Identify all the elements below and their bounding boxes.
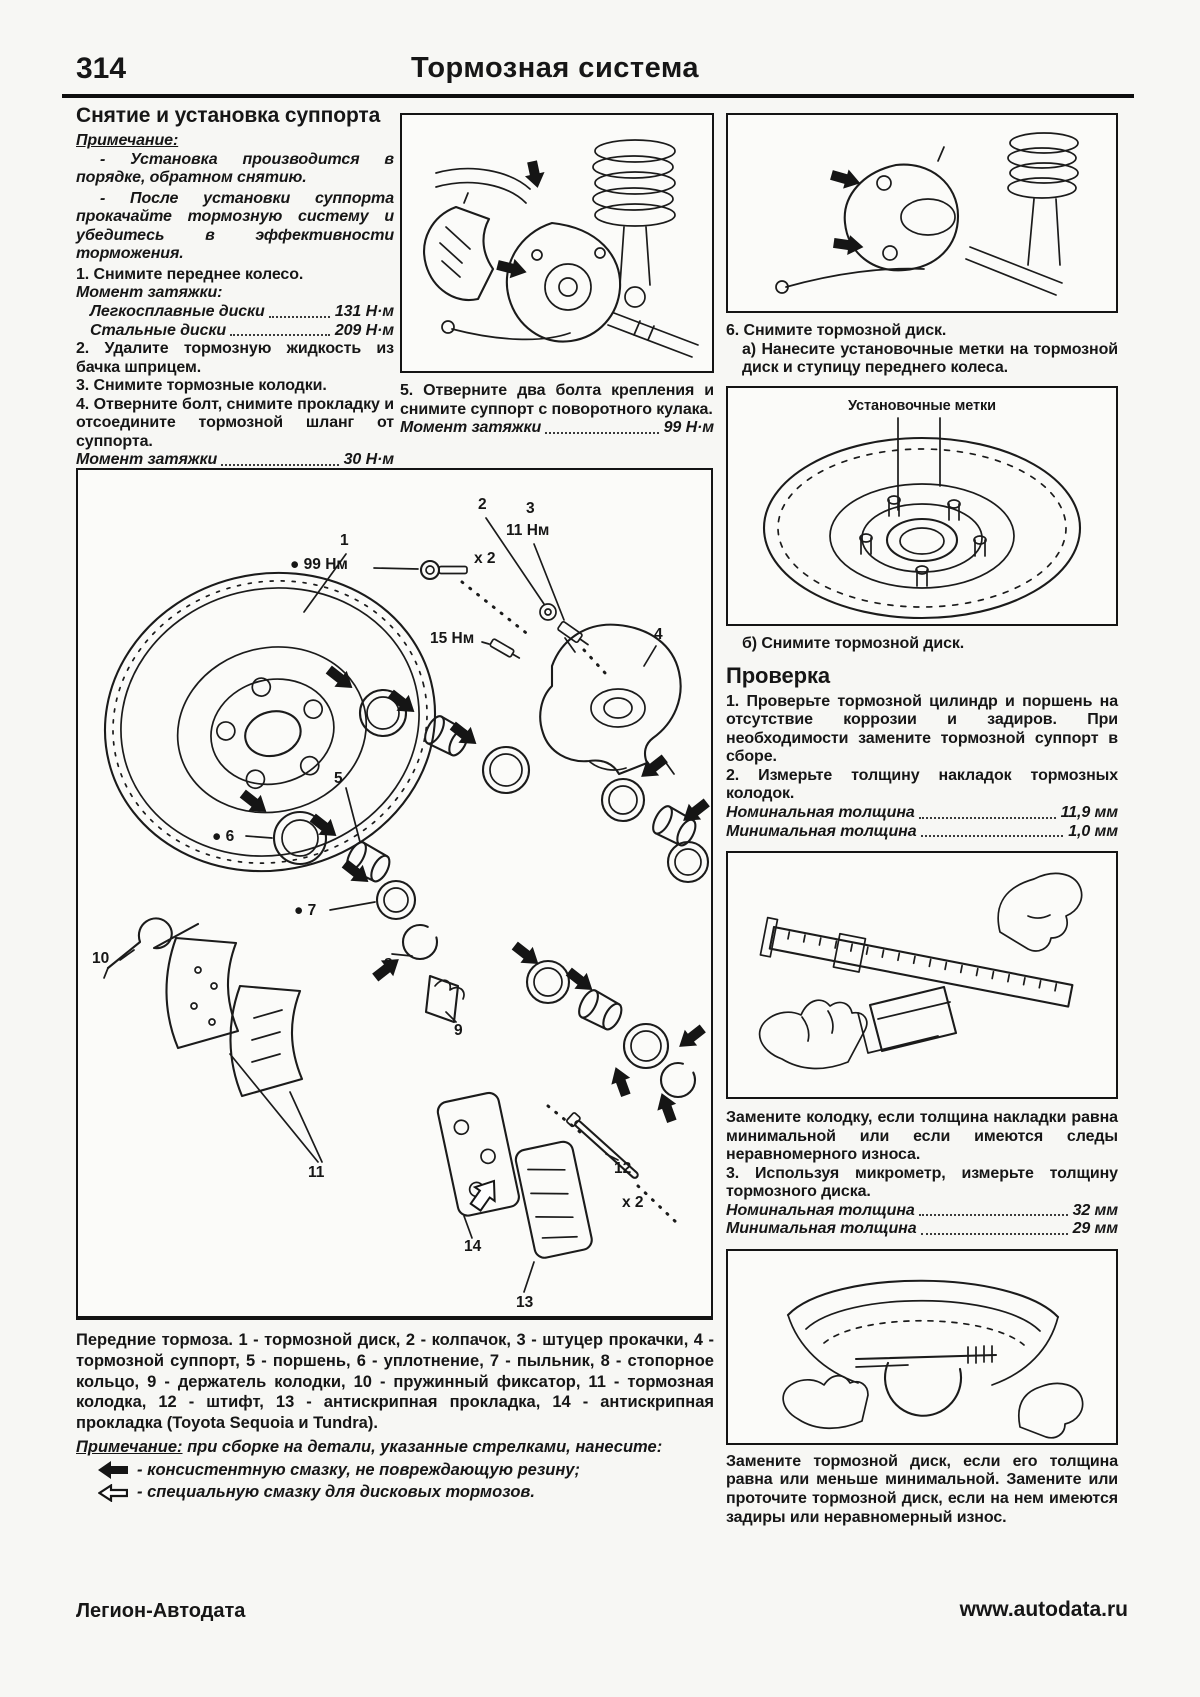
- pointer-arrow-icon: [829, 165, 863, 192]
- diagram-label-8: 8: [384, 956, 393, 973]
- check-3: 3. Используя микрометр, измерьте толщину тормозного диска.: [726, 1164, 1118, 1201]
- page-number: 314: [76, 52, 127, 85]
- pad-measurement-drawing: [728, 853, 1116, 1097]
- caliper-small-drawing: [424, 193, 493, 300]
- diagram-label-11: 11: [308, 1164, 325, 1181]
- disc-micrometer-illustration: [726, 1249, 1118, 1445]
- legend-item: [98, 1460, 714, 1481]
- spec-value: 29 мм: [1072, 1220, 1118, 1238]
- diagram-label-x2b: х 2: [622, 1194, 644, 1211]
- step-4: 4. Отверните болт, снимите прокладку и отсоедините тормозной шланг от суппорта.: [76, 395, 394, 450]
- diagram-label-x2: х 2: [474, 550, 496, 567]
- diagram-label-5: 5: [334, 770, 343, 787]
- dotted-leader: [921, 835, 1064, 837]
- header-rule: [62, 94, 1134, 98]
- diagram-label-13: 13: [516, 1294, 534, 1311]
- disc-drawing: [764, 438, 1080, 618]
- diagram-caption-block: [76, 1330, 714, 1503]
- disc-marks-label: Установочные метки: [848, 397, 996, 414]
- step-6a: а) Нанесите установочные метки на тормозной диск и ступицу переднего колеса.: [742, 340, 1118, 377]
- dotted-leader: [919, 1214, 1068, 1216]
- brake-disc-drawing: [78, 538, 467, 906]
- spec-value: 30 Н·м: [343, 451, 394, 469]
- tie-rod-drawing: [776, 269, 924, 293]
- diagram-label-14: 14: [464, 1238, 482, 1255]
- middle-column: [400, 113, 714, 438]
- diagram-label-2: 2: [478, 496, 487, 513]
- note-item: - Установка производится в порядке, обратном снятию.: [76, 150, 394, 187]
- caliper-small-drawing: [845, 147, 958, 270]
- step-6b: б) Снимите тормозной диск.: [742, 634, 965, 652]
- guide-screw-drawing: [490, 639, 522, 662]
- outline-arrow-icon: [98, 1484, 128, 1502]
- diagram-caption: Передние тормоза. 1 - тормозной диск, 2 - колпачок, 3 - штуцер прокачки, 4 - тормозной суппорт, 5 - поршень, 6 - уплотнение, 7 - пыльник, 8 - стопорное кольцо, 9 - держатель колодки, 10 - пружинный фиксатор, 11 - тормозная колодка, 12 - штифт, 13 - антискрипная прокладка, 14 - антискрипная прокладка (Toyota Sequoia и Tundra).: [76, 1331, 714, 1433]
- diagram-label-9: 9: [454, 1022, 463, 1039]
- caliper-drawing: [540, 625, 680, 774]
- spec-label: Стальные диски: [90, 321, 227, 339]
- legend-text: - консистентную смазку, не повреждающую резину;: [137, 1460, 580, 1479]
- spec-value: 32 мм: [1072, 1201, 1118, 1219]
- diagram-label-3: 3: [526, 500, 535, 517]
- disc-micrometer-drawing: [728, 1251, 1116, 1443]
- coil-spring-drawing: [1008, 133, 1078, 265]
- caliper-bolts-illustration: [726, 113, 1118, 313]
- left-column: [76, 104, 394, 470]
- disc-marks-illustration: [726, 386, 1118, 626]
- spec-row: [76, 303, 394, 322]
- lower-arm-drawing: [442, 321, 570, 339]
- spec-value: 131 Н·м: [334, 303, 394, 321]
- spec-value: 99 Н·м: [663, 419, 714, 437]
- step-6: 6. Снимите тормозной диск.: [726, 322, 947, 339]
- diagram-label-7: ● 7: [294, 902, 317, 919]
- spec-label: Момент затяжки: [76, 451, 218, 469]
- step-1: 1. Снимите переднее колесо.: [76, 265, 304, 283]
- dotted-leader: [269, 316, 330, 318]
- spec-row: [726, 823, 1118, 842]
- pad-note: Замените колодку, если толщина накладки равна минимальной или если имеются следы неравномерного износа.: [726, 1109, 1118, 1164]
- dotted-leader: [919, 817, 1056, 819]
- ruler-drawing: [760, 918, 1074, 1015]
- step-2: 2. Удалите тормозную жидкость из бачка шприцем.: [76, 340, 394, 376]
- check-1: 1. Проверьте тормозной цилиндр и поршень на отсутствие коррозии и задиров. При необходимости замените тормозной суппорт в сборе.: [726, 692, 1118, 766]
- spec-value: 209 Н·м: [334, 321, 394, 339]
- caliper-removal-drawing: [402, 115, 712, 371]
- website-url: www.autodata.ru: [959, 1598, 1128, 1621]
- solid-arrow-icon: [98, 1461, 128, 1479]
- micrometer-drawing: [856, 1346, 996, 1416]
- exploded-diagram-drawing: [78, 470, 711, 1316]
- seal-piston-set-drawing: [274, 812, 437, 959]
- spec-row: [400, 419, 714, 438]
- publisher-name: Легион-Автодата: [76, 1600, 246, 1622]
- spec-label: Минимальная толщина: [726, 1220, 917, 1238]
- legend-item: [98, 1482, 714, 1503]
- seal-piston-set-drawing: [602, 779, 708, 882]
- spec-label: Момент затяжки: [400, 419, 542, 437]
- dotted-leader: [545, 432, 658, 434]
- caliper-bolts-drawing: [728, 115, 1116, 311]
- diagram-label-11nm: 11 Нм: [506, 522, 550, 539]
- torque-heading: Момент затяжки:: [76, 284, 223, 302]
- section-title: Снятие и установка суппорта: [76, 104, 381, 127]
- spec-row: [726, 1220, 1118, 1239]
- spec-label: Номинальная толщина: [726, 803, 915, 821]
- spec-label: Минимальная толщина: [726, 822, 917, 840]
- diagram-note-heading: Примечание:: [76, 1437, 183, 1456]
- hand-drawing: [998, 874, 1081, 951]
- spec-row: [726, 1202, 1118, 1221]
- spec-label: Легкосплавные диски: [90, 303, 265, 321]
- brake-pad-drawing: [858, 987, 956, 1053]
- caliper-removal-illustration: [400, 113, 714, 373]
- disc-marks-drawing: [728, 388, 1116, 626]
- dotted-leader: [921, 1233, 1068, 1235]
- grease-arrows: [237, 662, 711, 1125]
- shim-drawing: [514, 1140, 594, 1260]
- diagram-label-12: 12: [614, 1160, 632, 1177]
- diagram-label-10: 10: [92, 950, 110, 967]
- check-section-title: Проверка: [726, 663, 831, 689]
- spec-label: Номинальная толщина: [726, 1201, 915, 1219]
- drive-axle-drawing: [966, 247, 1062, 295]
- exploded-diagram-frame: [76, 468, 713, 1320]
- dotted-leader: [230, 334, 330, 336]
- hand-drawing: [1019, 1383, 1083, 1437]
- upper-arm-drawing: [436, 169, 530, 203]
- diagram-label-15nm: 15 Нм: [430, 630, 475, 647]
- caliper-bolt-drawing: [421, 561, 467, 579]
- diagram-label-1: 1: [340, 532, 349, 549]
- disc-edge-drawing: [788, 1281, 1058, 1385]
- knuckle-hub-drawing: [507, 223, 620, 342]
- diagram-label-4: 4: [654, 626, 663, 643]
- note-item: - После установки суппорта прокачайте тормозную систему и убедитесь в эффективности торможения.: [76, 189, 394, 263]
- step-3: 3. Снимите тормозные колодки.: [76, 377, 327, 395]
- seal-piston-set-drawing: [527, 961, 695, 1097]
- page-title: Тормозная система: [410, 52, 700, 84]
- hand-drawing: [760, 1000, 867, 1068]
- legend-text: - специальную смазку для дисковых тормозов.: [137, 1483, 535, 1502]
- spec-row: [76, 322, 394, 341]
- spring-clip-drawing: [104, 918, 198, 978]
- spec-row: [726, 804, 1118, 823]
- spec-value: 1,0 мм: [1068, 822, 1118, 840]
- brake-pads-drawing: [166, 938, 302, 1096]
- spec-value: 11,9 мм: [1060, 803, 1118, 821]
- disc-note: Замените тормозной диск, если его толщина равна или меньше минимальной. Замените или проточите тормозной диск, если на нем имеются задиры или неравномерный износ.: [726, 1452, 1118, 1526]
- drive-axle-drawing: [608, 313, 698, 357]
- diagram-note: [76, 1437, 714, 1458]
- coil-spring-drawing: [593, 140, 675, 307]
- diagram-label-6: ● 6: [212, 828, 235, 845]
- seal-piston-set-drawing: [360, 690, 529, 793]
- check-2: 2. Измерьте толщину накладок тормозных колодок.: [726, 766, 1118, 803]
- dotted-leader: [221, 464, 338, 466]
- hand-drawing: [783, 1376, 868, 1429]
- step-5: 5. Отверните два болта крепления и снимите суппорт с поворотного кулака.: [400, 382, 714, 418]
- diagram-label-99nm: ● 99 Нм: [290, 556, 348, 573]
- pad-holder-drawing: [426, 976, 464, 1022]
- right-column: [726, 113, 1118, 1527]
- pad-measurement-illustration: [726, 851, 1118, 1099]
- diagram-note-text: при сборке на детали, указанные стрелками, нанесите:: [182, 1437, 663, 1456]
- note-heading: Примечание:: [76, 132, 179, 150]
